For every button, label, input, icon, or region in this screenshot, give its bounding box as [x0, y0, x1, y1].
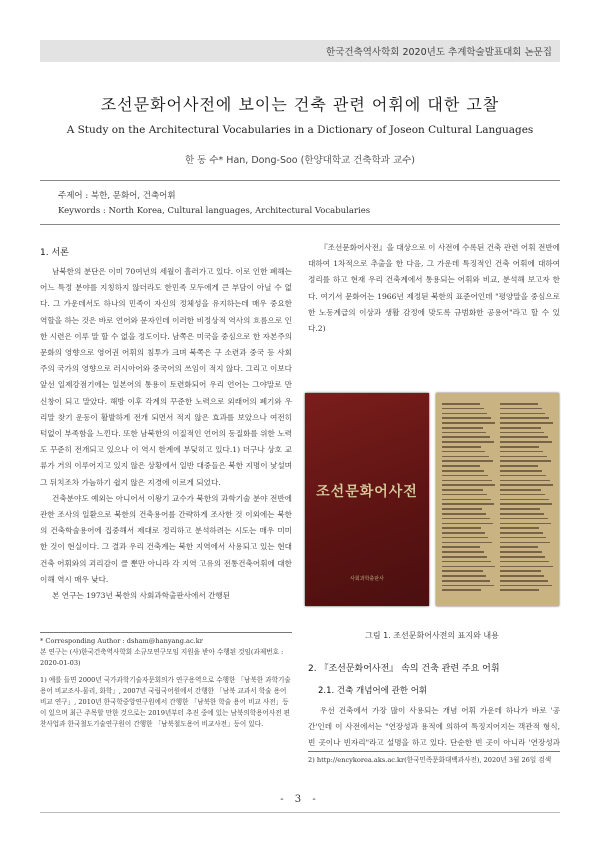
dictionary-cover-title: 조선문화어사전 [316, 484, 418, 500]
dictionary-text-line [500, 508, 540, 510]
dictionary-text-line [442, 417, 491, 419]
section-1-continued [308, 240, 560, 370]
dictionary-text-line [500, 518, 548, 520]
footnotes-right [308, 755, 560, 766]
dictionary-text-line [442, 589, 481, 591]
dictionary-text-line [442, 413, 487, 415]
dictionary-text-line [500, 551, 542, 553]
dictionary-text-line [500, 537, 546, 539]
keywords-english: Keywords : North Korea, Cultural languages, Architectural Vocabularies [58, 206, 371, 216]
dictionary-text-line [442, 575, 486, 577]
section-1-heading: 1. 서론 [40, 248, 69, 258]
dictionary-text-line [442, 408, 484, 410]
dictionary-text-line [442, 532, 485, 534]
page-bottom-rule [40, 812, 560, 813]
dictionary-cover-publisher: 사회과학출판사 [350, 576, 384, 582]
dictionary-text-line [442, 523, 493, 525]
dictionary-text-line [442, 432, 486, 434]
dictionary-text-line [442, 546, 480, 548]
dictionary-text-line [500, 441, 552, 443]
footnote-1: 1) 예를 들면 2000년 국가과학기술자문회의가 연구용역으로 수행한 「남북한 과학기술용어 비교조사-물리, 화학」, 2007년 국립국어원에서 간행한 「남북 교과서 학술 용어 비교 연구」, 2010년 한국학중앙연구원에서 간행한 「남북한 학술 용어 비교 사전」등이 있으며 최근 주목할 만한 것으로는 2019년부터 추진 중에 있는 남북의학용어사전 편찬사업과 한국철도기술연구원이 간행한 「남북철도용어 비교사전」등이 있다. [40, 676, 291, 728]
dictionary-text-line [442, 513, 486, 515]
dictionary-text-line [500, 580, 548, 582]
dictionary-text-line [500, 575, 544, 577]
dictionary-text-line [500, 465, 538, 467]
dictionary-text-line [442, 542, 492, 544]
footnote-rule-left [40, 632, 292, 633]
dictionary-text-line [500, 503, 552, 505]
footnote-rule-right [308, 751, 560, 752]
dictionary-text-line [442, 451, 485, 453]
dictionary-text-line [500, 432, 544, 434]
dictionary-text-line [500, 417, 549, 419]
dictionary-text-line [442, 489, 483, 491]
dictionary-text-line [442, 585, 494, 587]
dictionary-text-line [500, 489, 541, 491]
section-2-1-paragraph: 우선 건축에서 가장 많이 사용되는 개념 어휘 가운데 하나가 바로 '공간'인데 이 사전에서는 "연장성과 용적에 의하여 특징지어지는 객관적 형식, 빈 곳이나 빈자리"라고 설명을 하고 있다. 단순한 빈 곳이 아니라 '연장성과 [308, 706, 560, 748]
section-2-heading: 2. 『조선문화어사전』 속의 건축 관련 주요 어휘 [308, 664, 500, 674]
author-line: 한 동 수* Han, Dong-Soo (한양대학교 건축학과 교수) [184, 155, 416, 166]
section-1-continued-paragraph: 『조선문화어사전』을 대상으로 이 사전에 수록된 건축 관련 어휘 전반에 대하여 1차적으로 추출을 한 다음, 그 가운데 특징적인 건축 어휘에 대하여 정리를 하고 현재 우리 건축계에서 통용되는 어휘와 비교, 분석해 보고자 한다. 여기서 문화어는 1966년 제정된 북한의 표준어인데 "평양말을 중심으로 한 노동계급의 이상과 생활 감정에 맞도록 규범화한 공용어"라고 할 수 있다.2) [308, 243, 560, 334]
dictionary-text-line [500, 427, 541, 429]
footnote-corresponding: * Corresponding Author : dsham@hanyang.ac.kr [40, 637, 203, 645]
dictionary-text-line [500, 556, 545, 558]
dictionary-text-line [500, 460, 551, 462]
dictionary-text-line [442, 475, 488, 477]
dictionary-text-line [500, 480, 550, 482]
figure-1-caption: 그림 1. 조선문화어사전의 표지와 내용 [365, 631, 499, 640]
dictionary-text-line [442, 494, 487, 496]
dictionary-page-left-column [442, 403, 496, 594]
dictionary-text-line [500, 570, 541, 572]
running-header [40, 40, 560, 62]
dictionary-text-line [500, 475, 546, 477]
dictionary-text-line [442, 460, 493, 462]
dictionary-text-line [442, 470, 484, 472]
dictionary-text-line [442, 441, 494, 443]
dictionary-text-line [500, 456, 547, 458]
section-2-1-heading: 2.1. 건축 개념어에 관한 어휘 [318, 686, 428, 696]
keywords-korean: 주제어 : 북한, 문화어, 건축어휘 [58, 191, 176, 201]
section-1-body [40, 264, 292, 616]
section-1-paragraph-1: 남북한의 분단은 이미 70여년의 세월이 흘러가고 있다. 이로 인한 폐해는 어느 특정 분야를 지칭하지 않더라도 한민족 모두에게 큰 부담이 아닐 수 없다. 그 가운데서도 하나의 민족이 자신의 정체성을 유지하는데 매우 중요한 역할을 하는 것은 바로 언어와 문자인데 이러한 비정상적 역사의 흐름으로 인한 시련은 이루 말 할 수 없을 정도이다. 남쪽은 미국을 중심으로 한 자본주의 문화의 영향으로 영어권 어휘의 침투가 크며 북쪽은 구 소련과 중국 등 사회주의 국가의 영향으로 러시아어와 중국어의 쓰임이 적지 않다. 그리고 이보다 앞선 일제강점기에는 일본어의 통용이 토련화되어 우리 언어는 그야말로 만신창이 되고 말았다. 해방 이후 각계의 꾸준한 노력으로 외래어의 폐기와 우리말 찾기 운동이 활발하게 전개 되면서 적지 않은 효과를 보았으나 여전히 턱없이 부족함을 느낀다. 또한 남북한의 이질적인 언어의 동질화를 위한 노력도 꾸준히 전개되고 있으나 이 역시 한계에 부딪히고 있다.1) 더구나 상호 교류가 거의 이루어지고 있지 않은 상황에서 일반 대중들은 북한 지명이 낯설며 그 뒤치조차 가늠하기 쉽지 않은 지경에 이르게 되었다. [40, 267, 292, 487]
dictionary-text-line [442, 527, 481, 529]
dictionary-page-image [436, 393, 559, 606]
dictionary-text-line [442, 518, 490, 520]
dictionary-text-line [500, 566, 553, 568]
section-1-paragraph-2: 건축분야도 예외는 아니어서 이왕기 교수가 북한의 과학기술 분야 전반에 관한 조사의 일환으로 북한의 건축용어를 간략하게 조사한 것 이외에는 북한의 건축학술용어에 집중해서 제대로 정리하고 분석하려는 시도는 매우 미미한 것이 현실이다. 그 결과 우리 건축계는 북한 지역에서 사용되고 있는 현대 건축 어휘와의 괴리감이 클 뿐만 아니라 각 지역 고유의 전통건축어휘에 대한 이해 역시 매우 낮다. [40, 493, 292, 584]
dictionary-text-line [500, 542, 550, 544]
dictionary-text-line [442, 446, 481, 448]
section-1-paragraph-3: 본 연구는 1973년 북한의 사회과학출판사에서 간행된 [52, 591, 231, 601]
dictionary-text-line [442, 556, 487, 558]
dictionary-text-line [500, 546, 538, 548]
dictionary-text-line [442, 403, 480, 405]
dictionary-text-line [500, 561, 549, 563]
dictionary-text-line [500, 408, 542, 410]
footnote-funding: 본 연구는 (사)한국건축역사학회 소규모연구모임 지원을 받아 수행된 것임(과제번호 : 2020-01-03) [40, 648, 284, 667]
dictionary-text-line [442, 456, 489, 458]
dictionary-text-line [500, 499, 549, 501]
dictionary-text-line [442, 503, 494, 505]
dictionary-text-line [500, 585, 552, 587]
dictionary-page-right-column [500, 403, 554, 594]
dictionary-text-line [442, 465, 480, 467]
keywords-top-rule [40, 180, 560, 181]
dictionary-text-line [500, 446, 539, 448]
dictionary-cover-image [305, 393, 429, 606]
footnotes-left [40, 636, 292, 730]
paper-title-korean: 조선문화어사전에 보이는 건축 관련 어휘에 대한 고찰 [100, 95, 500, 114]
dictionary-text-line [442, 537, 488, 539]
keywords-bottom-rule [40, 224, 560, 225]
dictionary-text-line [442, 561, 491, 563]
dictionary-text-line [500, 494, 545, 496]
dictionary-text-line [500, 422, 553, 424]
footnote-2: 2) http://encykorea.aks.ac.kr(한국민족문화대백과사전), 2020년 3월 26일 검색 [308, 756, 552, 764]
dictionary-text-line [500, 589, 539, 591]
dictionary-text-line [442, 551, 484, 553]
dictionary-text-line [442, 427, 483, 429]
section-2-1-body-placeholder [308, 703, 560, 749]
dictionary-text-line [500, 532, 543, 534]
dictionary-text-line [442, 484, 495, 486]
dictionary-text-line [442, 580, 490, 582]
figure-1 [305, 393, 559, 606]
dictionary-text-line [500, 523, 551, 525]
running-header-text: 한국건축역사학회 2020년도 추계학술발표대회 논문집 [326, 47, 552, 58]
dictionary-text-line [442, 570, 483, 572]
dictionary-text-line [500, 484, 553, 486]
dictionary-text-line [442, 499, 491, 501]
dictionary-text-line [500, 513, 544, 515]
dictionary-text-line [442, 436, 490, 438]
dictionary-text-line [500, 403, 538, 405]
dictionary-text-line [500, 451, 543, 453]
dictionary-text-line [500, 527, 539, 529]
dictionary-text-line [442, 566, 495, 568]
page-number: - 3 - [280, 794, 320, 805]
paper-title-english: A Study on the Architectural Vocabularies in a Dictionary of Joseon Cultural Languages [66, 124, 534, 136]
dictionary-text-line [500, 436, 548, 438]
dictionary-text-line [500, 413, 545, 415]
dictionary-text-line [442, 422, 495, 424]
dictionary-text-line [500, 470, 542, 472]
dictionary-text-line [442, 480, 492, 482]
dictionary-text-line [442, 508, 482, 510]
